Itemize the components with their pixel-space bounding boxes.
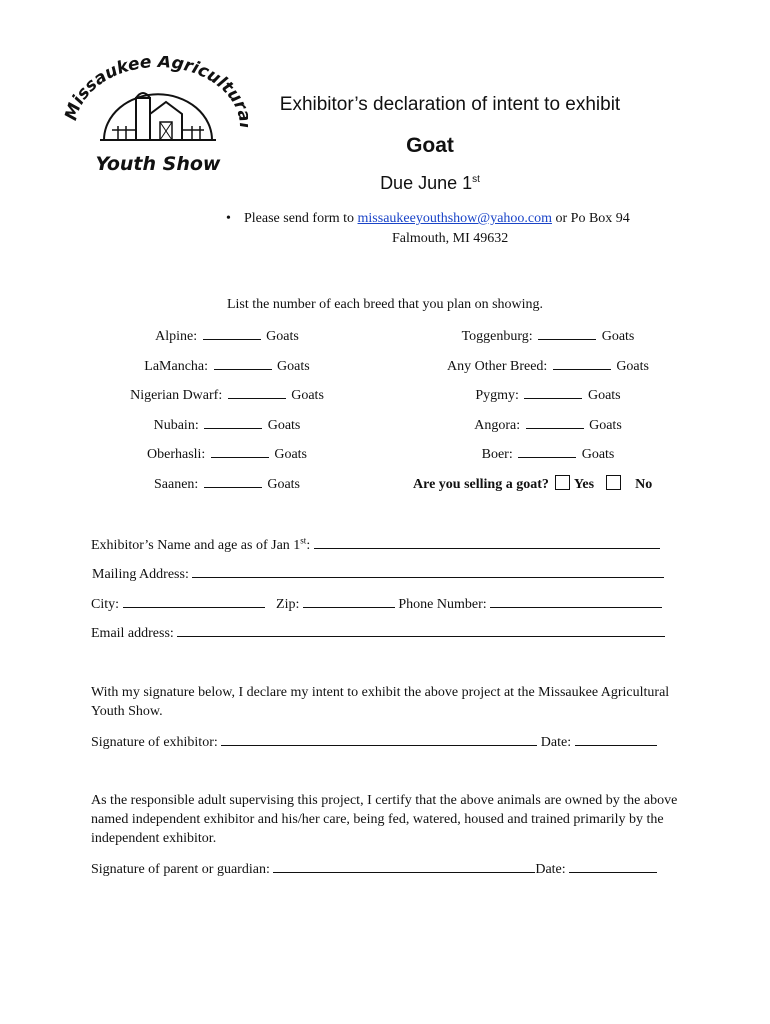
breed-row <box>420 327 676 345</box>
guardian-signature-field[interactable] <box>273 859 535 873</box>
guardian-signature-row <box>91 859 657 878</box>
breed-label: Oberhasli: <box>147 447 206 462</box>
breed-label: Toggenburg: <box>461 329 533 344</box>
exhibitor-signature-field[interactable] <box>221 732 537 746</box>
breed-row <box>124 327 330 345</box>
exhibitor-signature-row <box>91 732 657 751</box>
name-age-sup: st <box>300 535 307 546</box>
breed-row <box>124 416 330 434</box>
phone-field[interactable] <box>490 594 662 608</box>
breed-row <box>420 357 676 375</box>
breed-unit: Goats <box>266 329 299 344</box>
breed-label: Angora: <box>474 418 521 433</box>
breed-label: Alpine: <box>155 329 198 344</box>
breed-label: Nubain: <box>153 418 199 433</box>
email-label: Email address: <box>91 626 174 641</box>
breed-count-input[interactable] <box>214 357 272 370</box>
bullet-icon: • <box>226 211 231 226</box>
exhibitor-date-label: Date: <box>540 735 572 750</box>
mailing-row <box>92 564 664 583</box>
selling-question: Are you selling a goat? <box>413 477 549 492</box>
exhibitor-signature-label: Signature of exhibitor: <box>91 735 218 750</box>
email-field[interactable] <box>177 623 665 637</box>
breed-count-input[interactable] <box>204 475 262 488</box>
no-label: No <box>635 477 653 492</box>
breed-count-input[interactable] <box>203 327 261 340</box>
breed-label: Pygmy: <box>475 388 519 403</box>
page-title: Exhibitor’s declaration of intent to exhibit <box>279 94 621 115</box>
breed-unit: Goats <box>601 329 635 344</box>
breed-label: LaMancha: <box>144 359 209 374</box>
phone-label: Phone Number: <box>398 597 487 612</box>
breed-row <box>420 386 676 404</box>
name-age-field[interactable] <box>314 535 660 549</box>
breed-row <box>124 475 330 493</box>
breed-unit: Goats <box>267 477 300 492</box>
breed-unit: Goats <box>589 418 622 433</box>
breed-label: Nigerian Dwarf: <box>130 388 223 403</box>
breed-unit: Goats <box>267 418 301 433</box>
yes-checkbox[interactable] <box>555 475 570 490</box>
zip-label: Zip: <box>276 597 300 612</box>
breed-intro: List the number of each breed that you plan on showing. <box>226 297 544 312</box>
logo-bottom-text: Youth Show <box>95 153 221 175</box>
send-suffix: or Po Box 94 <box>552 211 630 226</box>
breed-row <box>124 386 330 404</box>
zip-field[interactable] <box>303 594 395 608</box>
name-age-colon: : <box>306 538 311 553</box>
barn-logo-icon <box>64 56 248 184</box>
guardian-date-label: Date: <box>535 862 566 877</box>
guardian-text: As the responsible adult supervising this project, I certify that the above animals are owned by the above named independent exhibitor and his/her care, being fed, watered, housed and trained primarily by the independent exhibitor. <box>91 793 678 846</box>
breed-label: Any Other Breed: <box>447 359 548 374</box>
svg-text:Missaukee Agricultural <box>64 56 248 130</box>
no-checkbox[interactable] <box>606 475 621 490</box>
mailing-address-line2: Falmouth, MI 49632 <box>392 231 509 246</box>
mailing-label: Mailing Address: <box>92 567 189 582</box>
exhibitor-date-field[interactable] <box>575 732 657 746</box>
breed-label: Boer: <box>481 447 513 462</box>
city-field[interactable] <box>123 594 265 608</box>
yes-label: Yes <box>573 477 595 492</box>
due-sup: st <box>472 174 480 185</box>
email-link[interactable]: missaukeeyouthshow@yahoo.com <box>357 211 553 226</box>
guardian-date-field[interactable] <box>569 859 657 873</box>
selling-question-row <box>413 475 652 493</box>
city-zip-phone-row <box>91 594 662 613</box>
due-date <box>0 173 770 194</box>
breed-count-input[interactable] <box>524 386 582 399</box>
breed-count-input[interactable] <box>526 416 584 429</box>
declaration-text: With my signature below, I declare my intent to exhibit the above project at the Missaukee Agricultural Youth Show. <box>91 685 670 719</box>
send-instructions <box>226 211 630 227</box>
due-text: Due June 1 <box>380 173 473 193</box>
show-logo <box>64 56 248 184</box>
breed-row <box>420 416 676 434</box>
name-age-row <box>91 535 660 554</box>
breed-unit: Goats <box>291 388 324 403</box>
mailing-address-field[interactable] <box>192 564 664 578</box>
breed-count-input[interactable] <box>518 445 576 458</box>
name-age-label: Exhibitor’s Name and age as of Jan 1 <box>91 538 301 553</box>
email-row <box>91 623 665 642</box>
breed-row <box>124 357 330 375</box>
breed-row <box>420 445 676 463</box>
breed-unit: Goats <box>616 359 649 374</box>
breed-unit: Goats <box>581 447 615 462</box>
breed-row <box>124 445 330 463</box>
breed-count-input[interactable] <box>553 357 611 370</box>
breed-count-input[interactable] <box>228 386 286 399</box>
send-prefix: Please send form to <box>244 211 358 226</box>
breed-label: Saanen: <box>154 477 199 492</box>
guardian-signature-label: Signature of parent or guardian: <box>91 862 270 877</box>
breed-count-input[interactable] <box>204 416 262 429</box>
city-label: City: <box>91 597 120 612</box>
breed-unit: Goats <box>587 388 621 403</box>
logo-top-text: issaukee Agricultu <box>68 56 246 109</box>
breed-count-input[interactable] <box>538 327 596 340</box>
breed-count-input[interactable] <box>211 445 269 458</box>
breed-unit: Goats <box>277 359 310 374</box>
animal-type: Goat <box>406 134 454 157</box>
breed-unit: Goats <box>274 447 307 462</box>
